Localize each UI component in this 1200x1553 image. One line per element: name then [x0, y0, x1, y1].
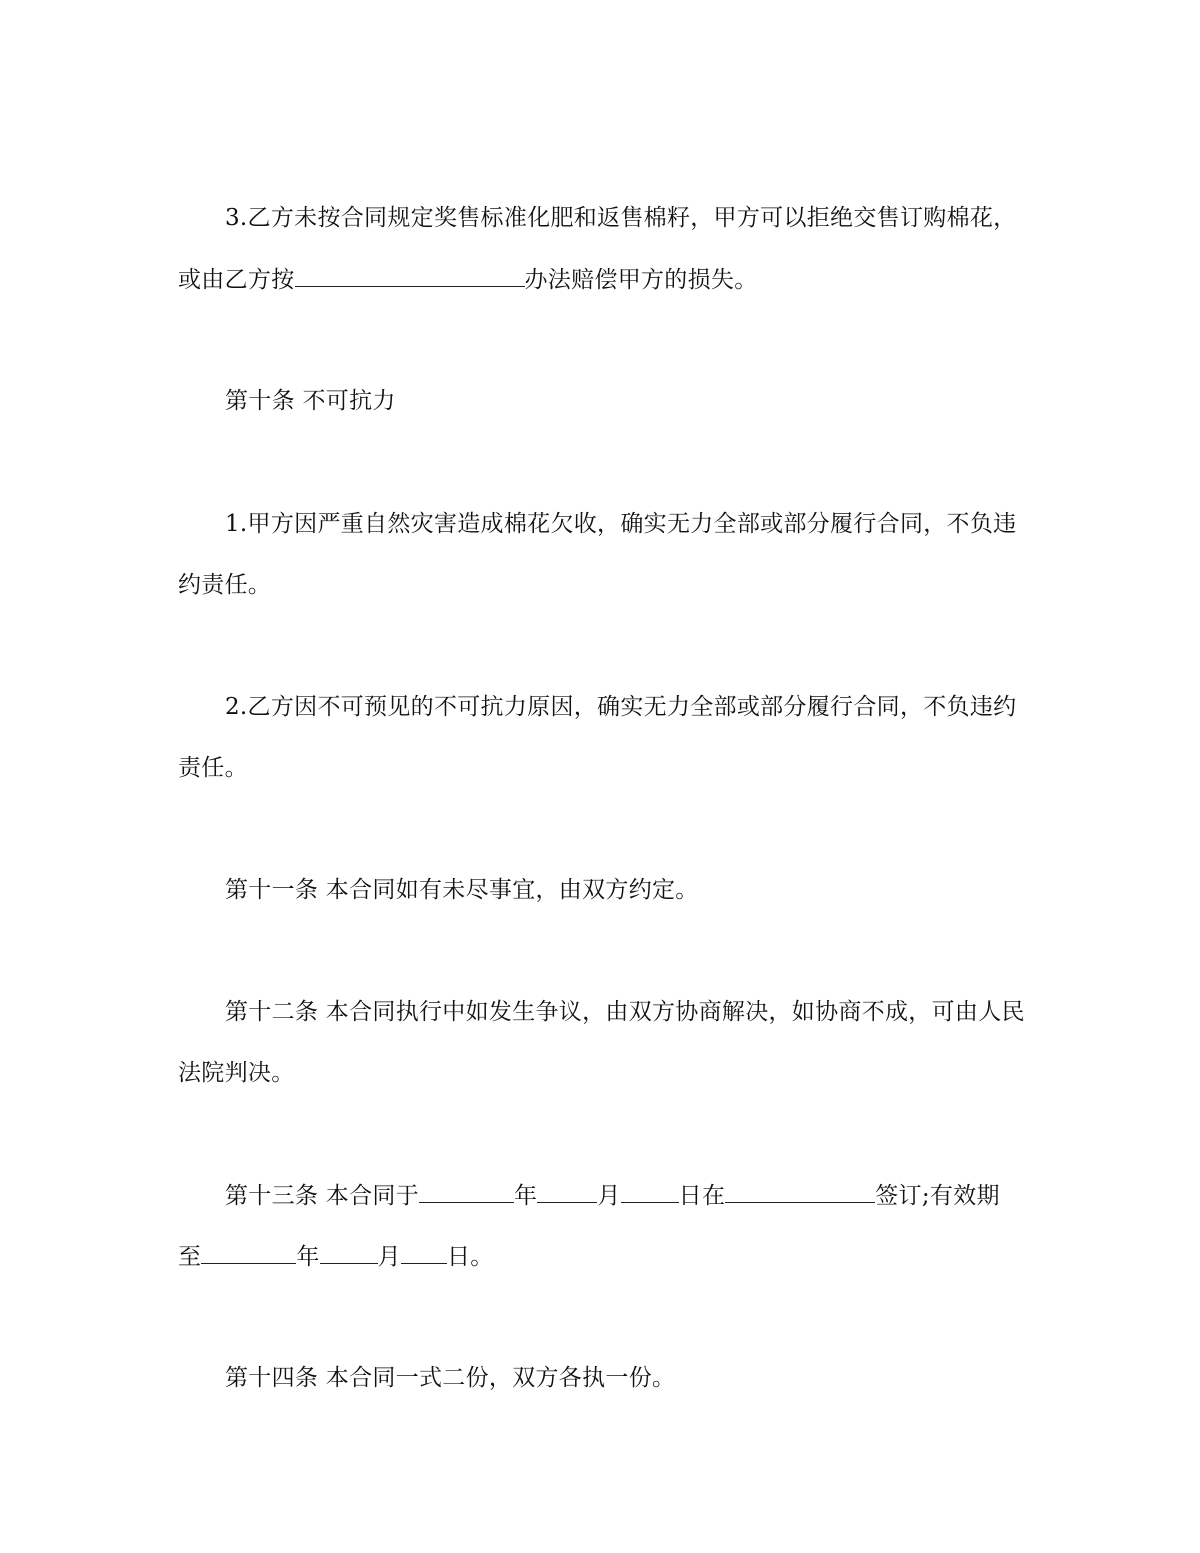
fill-blank-sign-month[interactable]	[537, 1180, 597, 1203]
article-12-line-2	[178, 1058, 295, 1088]
article-14-text: 第十四条 本合同一式二份，双方各执一份。	[225, 1365, 676, 1391]
fill-blank-sign-year[interactable]	[419, 1180, 514, 1203]
force-majeure-2-line-1	[225, 692, 1016, 722]
fill-blank-sign-place[interactable]	[725, 1180, 875, 1203]
fill-blank-sign-day[interactable]	[621, 1180, 679, 1203]
force-majeure-2-line-2	[178, 753, 248, 783]
article-13-text-2a: 至	[178, 1244, 202, 1270]
article-14-line-1	[225, 1363, 675, 1393]
article-13-text-1b: 年	[514, 1183, 538, 1209]
article-13-text-1c: 月	[597, 1183, 621, 1209]
article-13-text-2c: 月	[377, 1244, 401, 1270]
clause-3-text-2b: 办法赔偿甲方的损失。	[524, 267, 758, 293]
force-majeure-1-text-1: 1.甲方因严重自然灾害造成棉花欠收，确实无力全部或部分履行合同，不负违	[225, 511, 1017, 537]
article-13-text-1d: 日在	[678, 1183, 726, 1209]
fill-blank-compensation-method[interactable]	[295, 264, 525, 287]
article-13-text-2d: 日。	[446, 1244, 494, 1270]
clause-3-text-2a: 或由乙方按	[178, 267, 295, 293]
article-10-title	[225, 386, 396, 416]
force-majeure-2-text-2: 责任。	[178, 755, 248, 781]
force-majeure-1-line-2	[178, 570, 271, 600]
article-13-text-1a: 第十三条 本合同于	[225, 1183, 420, 1209]
clause-3-line-1	[225, 203, 1016, 233]
article-12-text-2: 法院判决。	[178, 1060, 295, 1086]
article-12-line-1	[225, 997, 1025, 1027]
article-13-line-2	[178, 1241, 494, 1272]
article-12-text-1: 第十二条 本合同执行中如发生争议，由双方协商解决，如协商不成，可由人民	[225, 999, 1025, 1025]
article-13-text-1e: 签订;有效期	[875, 1183, 1000, 1209]
article-10-title-text: 第十条 不可抗力	[225, 388, 396, 414]
fill-blank-expiry-day[interactable]	[401, 1241, 447, 1264]
fill-blank-expiry-year[interactable]	[201, 1241, 296, 1264]
clause-3-text-1: 3.乙方未按合同规定奖售标准化肥和返售棉籽，甲方可以拒绝交售订购棉花，	[225, 205, 1017, 231]
article-13-text-2b: 年	[296, 1244, 320, 1270]
fill-blank-expiry-month[interactable]	[320, 1241, 378, 1264]
article-11-text: 第十一条 本合同如有未尽事宜，由双方约定。	[225, 877, 699, 903]
article-11-line-1	[225, 875, 699, 905]
force-majeure-2-text-1: 2.乙方因不可预见的不可抗力原因，确实无力全部或部分履行合同，不负违约	[225, 694, 1017, 720]
article-13-line-1	[225, 1180, 1000, 1211]
force-majeure-1-line-1	[225, 509, 1016, 539]
force-majeure-1-text-2: 约责任。	[178, 572, 272, 598]
clause-3-line-2	[178, 264, 758, 295]
